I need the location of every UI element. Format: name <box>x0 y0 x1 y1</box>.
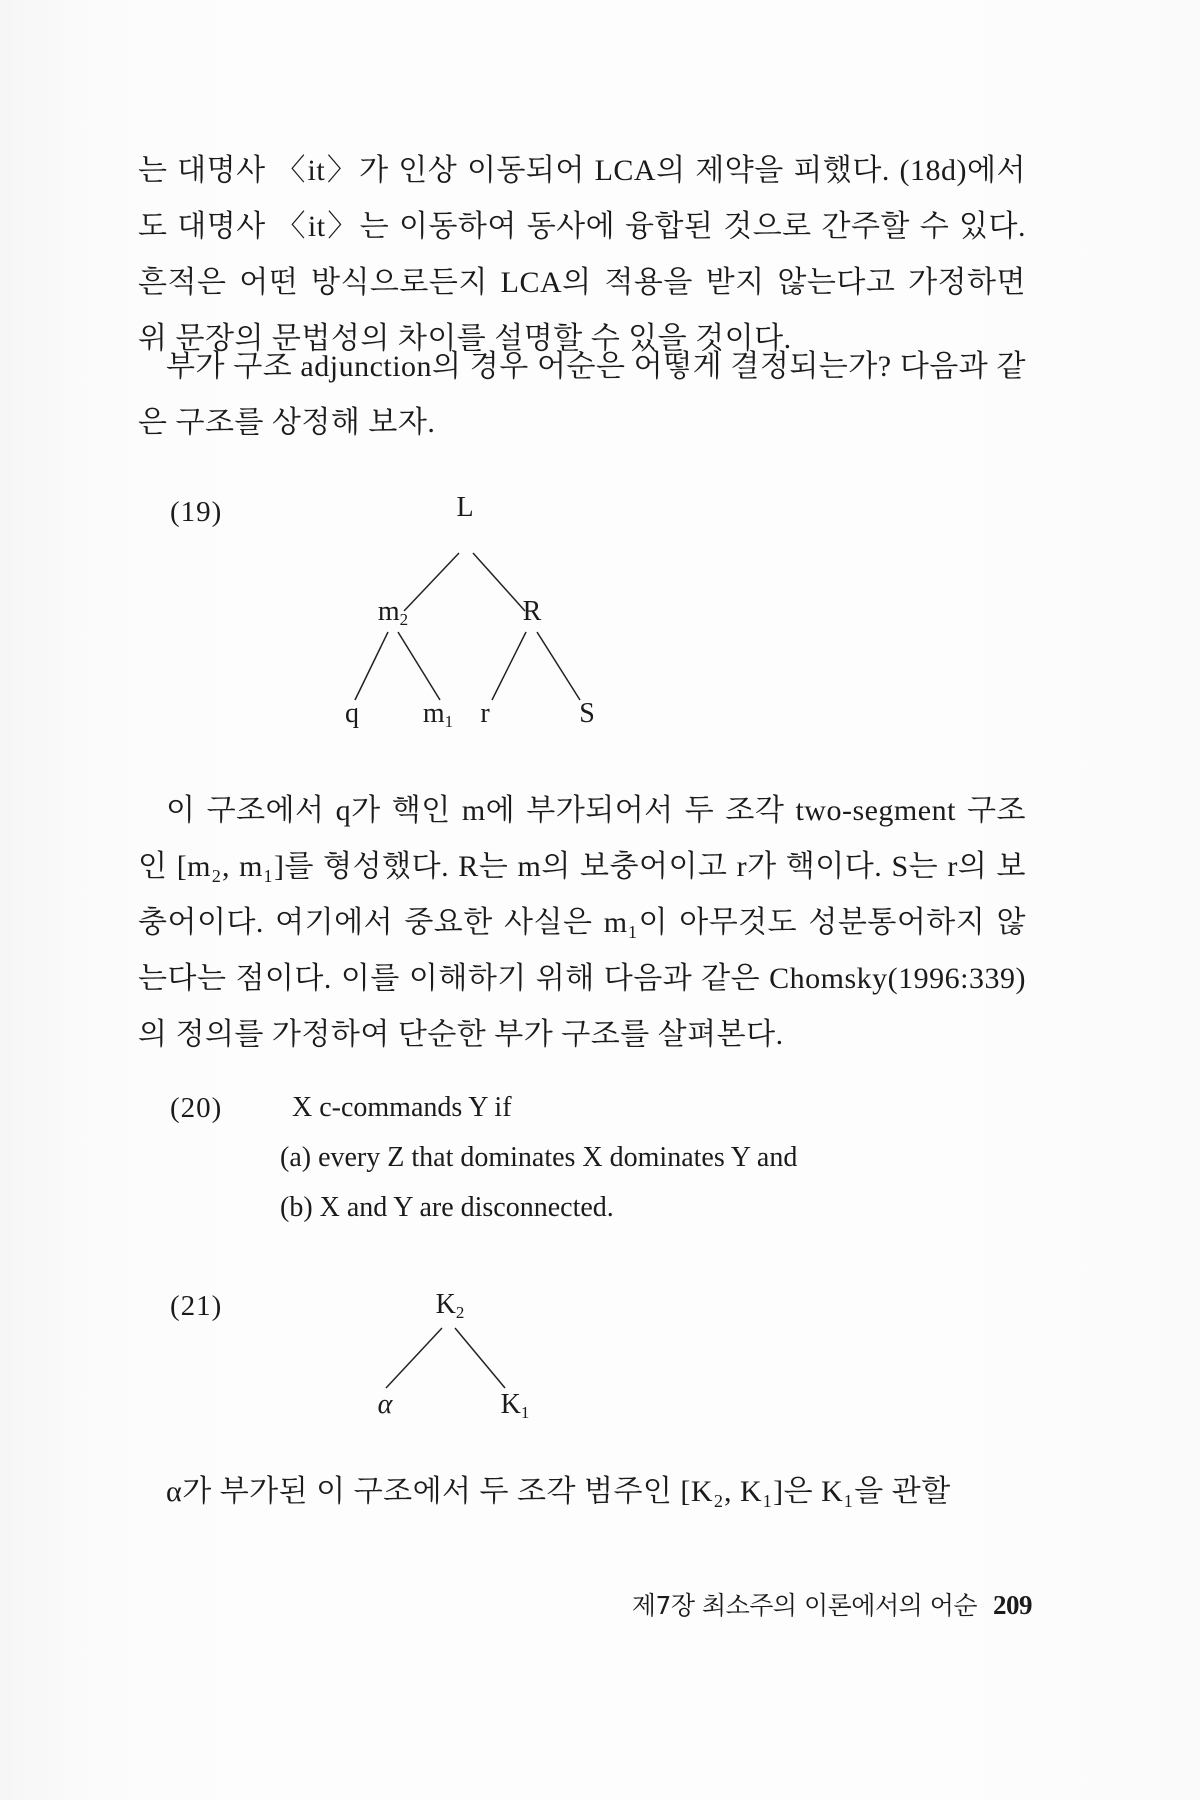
node-r: r <box>480 698 490 729</box>
node-m1-label: m <box>422 698 445 729</box>
node-K2-subscript: 2 <box>455 1303 465 1322</box>
paragraph-2-text: 부가 구조 adjunction의 경우 어순은 어떻게 결정되는가? 다음과 같은 구조를 상정해 보자. <box>138 350 1026 439</box>
paragraph-3-text: 이 구조에서 q가 핵인 m에 부가되어서 두 조각 two-segment 구조인 [m₂, m₁]를 형성했다. R는 m의 보충어이고 r가 핵이다. S는 r의 보충어이다. 여기에서 중요한 사실은 m₁이 아무것도 성분통어하지 않는다는 점이다. 이를 이해하기 위해 다음과 같은 Chomsky(1996:339)의 정의를 가정하여 단순한 부가 구조를 살펴본다. <box>138 794 1026 1051</box>
node-m2-subscript: 2 <box>399 610 409 629</box>
node-L: L <box>456 492 474 523</box>
paragraph-1-text: 는 대명사 〈it〉가 인상 이동되어 LCA의 제약을 피했다. (18d)에서도 대명사 〈it〉는 이동하여 동사에 융합된 것으로 간주할 수 있다. 흔적은 어떤 방식으로든지 LCA의 적용을 받지 않는다고 가정하면 위 문장의 문법성의 차이를 설명할 수 있을 것이다. <box>138 154 1026 355</box>
page-footer <box>632 1586 1032 1622</box>
node-K1-subscript: 1 <box>520 1403 530 1422</box>
footer-chapter-title: 제7장 최소주의 이론에서의 어순 <box>631 1591 977 1620</box>
example-21-number: (21) <box>170 1290 223 1322</box>
node-K1-label: K <box>500 1389 521 1420</box>
definition-line-3: (b) X and Y are disconnected. <box>280 1192 614 1223</box>
page-number: 209 <box>993 1590 1032 1620</box>
node-K2 <box>436 1290 465 1328</box>
node-m2-label: m <box>377 596 400 627</box>
branch-K2-K1 <box>455 1328 505 1388</box>
paragraph-4-text: α가 부가된 이 구조에서 두 조각 범주인 [K₂, K₁]은 K₁을 관할 <box>166 1475 951 1508</box>
example-19-number: (19) <box>170 496 223 528</box>
definition-line-2: (a) every Z that dominates X dominates Y and <box>280 1142 798 1173</box>
definition-line-1: X c-commands Y if <box>292 1092 512 1123</box>
node-K2-label: K <box>435 1289 456 1320</box>
node-S: S <box>579 698 595 729</box>
node-K1 <box>501 1390 530 1428</box>
node-q: q <box>345 698 359 729</box>
node-m1-subscript: 1 <box>444 712 454 731</box>
branch-K2-alpha <box>386 1328 442 1388</box>
node-alpha: α <box>377 1389 393 1420</box>
node-R: R <box>522 596 542 627</box>
paragraph-4 <box>138 1464 1026 1520</box>
example-20-number: (20) <box>170 1092 223 1124</box>
